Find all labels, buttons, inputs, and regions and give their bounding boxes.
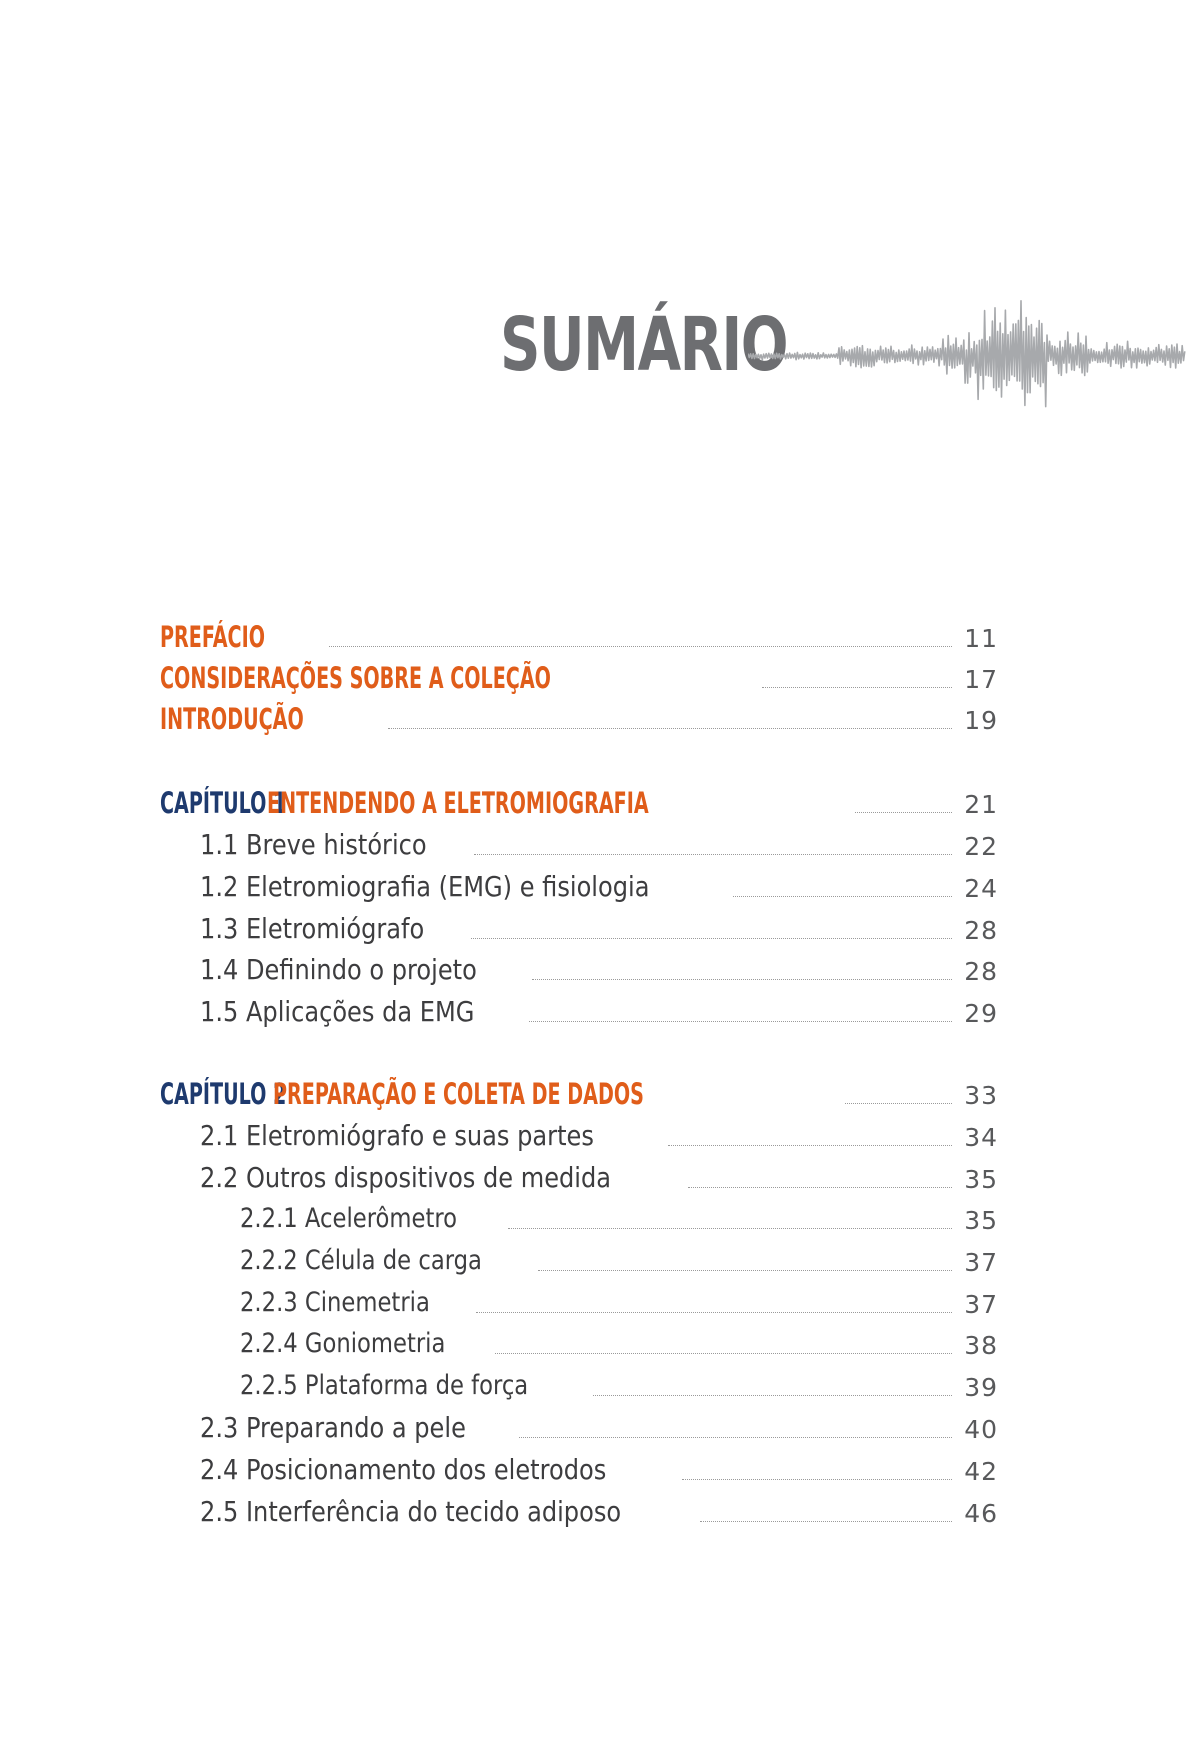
emg-signal-icon	[748, 284, 1186, 420]
toc-entry-chapter-1[interactable]	[160, 781, 998, 821]
leader-dots	[329, 646, 952, 647]
toc-entry-subsection[interactable]	[240, 1364, 998, 1404]
section-label: 1.1 Breve histórico	[200, 828, 427, 861]
section-label: 1.4 Definindo o projeto	[200, 953, 477, 986]
toc-entry-chapter-2[interactable]	[160, 1072, 998, 1112]
toc-entry-label: PREFÁCIO	[160, 620, 265, 654]
subsection-label: 2.2.3 Cinemetria	[240, 1287, 430, 1318]
toc-entry-label: INTRODUÇÃO	[160, 702, 304, 736]
page-number: 29	[964, 999, 998, 1028]
toc-entry-introducao[interactable]	[160, 697, 998, 737]
leader-dots	[476, 1312, 952, 1313]
subsection-label: 2.2.1 Acelerômetro	[240, 1203, 458, 1234]
page-number: 35	[964, 1165, 998, 1194]
leader-dots	[762, 687, 952, 688]
leader-dots	[471, 938, 952, 939]
leader-dots	[700, 1521, 952, 1522]
section-label: 2.2 Outros dispositivos de medida	[200, 1161, 612, 1194]
section-label: 2.3 Preparando a pele	[200, 1411, 466, 1444]
page-number: 34	[964, 1123, 998, 1152]
toc-entry-consideracoes[interactable]	[160, 656, 998, 696]
toc-entry-label: CONSIDERAÇÕES SOBRE A COLEÇÃO	[160, 661, 551, 695]
page-number: 46	[964, 1499, 998, 1528]
section-label: 1.3 Eletromiógrafo	[200, 912, 425, 945]
leader-dots	[688, 1187, 952, 1188]
page-number: 37	[964, 1290, 998, 1319]
section-label: 2.1 Eletromiógrafo e suas partes	[200, 1119, 594, 1152]
toc-entry-subsection[interactable]	[240, 1239, 998, 1279]
page-number: 11	[964, 624, 998, 653]
page-number: 42	[964, 1457, 998, 1486]
page-number: 33	[964, 1081, 998, 1110]
toc-entry-section[interactable]	[200, 1156, 998, 1196]
toc-entry-section[interactable]	[200, 1114, 998, 1154]
leader-dots	[538, 1270, 952, 1271]
leader-dots	[593, 1395, 952, 1396]
page-number: 28	[964, 916, 998, 945]
section-label: 2.5 Interferência do tecido adiposo	[200, 1495, 622, 1528]
toc-entry-subsection[interactable]	[240, 1322, 998, 1362]
page-number: 22	[964, 832, 998, 861]
chapter-title: ENTENDENDO A ELETROMIOGRAFIA	[267, 786, 649, 820]
page-number: 40	[964, 1415, 998, 1444]
subsection-label: 2.2.2 Célula de carga	[240, 1245, 482, 1276]
chapter-title: PREPARAÇÃO E COLETA DE DADOS	[273, 1077, 645, 1111]
subsection-label: 2.2.4 Goniometria	[240, 1328, 446, 1359]
leader-dots	[845, 1103, 952, 1104]
page-number: 38	[964, 1331, 998, 1360]
page-number: 28	[964, 957, 998, 986]
page-number: 21	[964, 790, 998, 819]
section-label: 2.4 Posicionamento dos eletrodos	[200, 1453, 607, 1486]
toc-entry-subsection[interactable]	[240, 1197, 998, 1237]
page-number: 37	[964, 1248, 998, 1277]
page-number: 24	[964, 874, 998, 903]
chapter-number-label: CAPÍTULO 1	[160, 786, 287, 820]
subsection-label: 2.2.5 Plataforma de força	[240, 1370, 529, 1401]
toc-entry-section[interactable]	[200, 990, 998, 1030]
toc-entry-subsection[interactable]	[240, 1281, 998, 1321]
leader-dots	[495, 1353, 952, 1354]
leader-dots	[388, 728, 952, 729]
leader-dots	[519, 1437, 952, 1438]
section-label: 1.5 Aplicações da EMG	[200, 995, 475, 1028]
toc-entry-section[interactable]	[200, 1490, 998, 1530]
leader-dots	[668, 1145, 952, 1146]
toc-entry-section[interactable]	[200, 823, 998, 863]
toc-entry-section[interactable]	[200, 1448, 998, 1488]
page-number: 17	[964, 665, 998, 694]
toc-entry-section[interactable]	[200, 1406, 998, 1446]
leader-dots	[532, 979, 952, 980]
leader-dots	[855, 812, 952, 813]
leader-dots	[733, 896, 952, 897]
leader-dots	[682, 1479, 952, 1480]
page-title: SUMÁRIO	[500, 302, 788, 388]
toc-entry-section[interactable]	[200, 865, 998, 905]
page-number: 19	[964, 706, 998, 735]
toc-entry-prefacio[interactable]	[160, 615, 998, 655]
toc-entry-section[interactable]	[200, 948, 998, 988]
page-number: 35	[964, 1206, 998, 1235]
section-label: 1.2 Eletromiografia (EMG) e fisiologia	[200, 870, 650, 903]
leader-dots	[529, 1021, 952, 1022]
leader-dots	[508, 1228, 952, 1229]
toc-entry-section[interactable]	[200, 907, 998, 947]
page-number: 39	[964, 1373, 998, 1402]
chapter-number-label: CAPÍTULO 2	[160, 1077, 287, 1111]
leader-dots	[474, 854, 953, 855]
